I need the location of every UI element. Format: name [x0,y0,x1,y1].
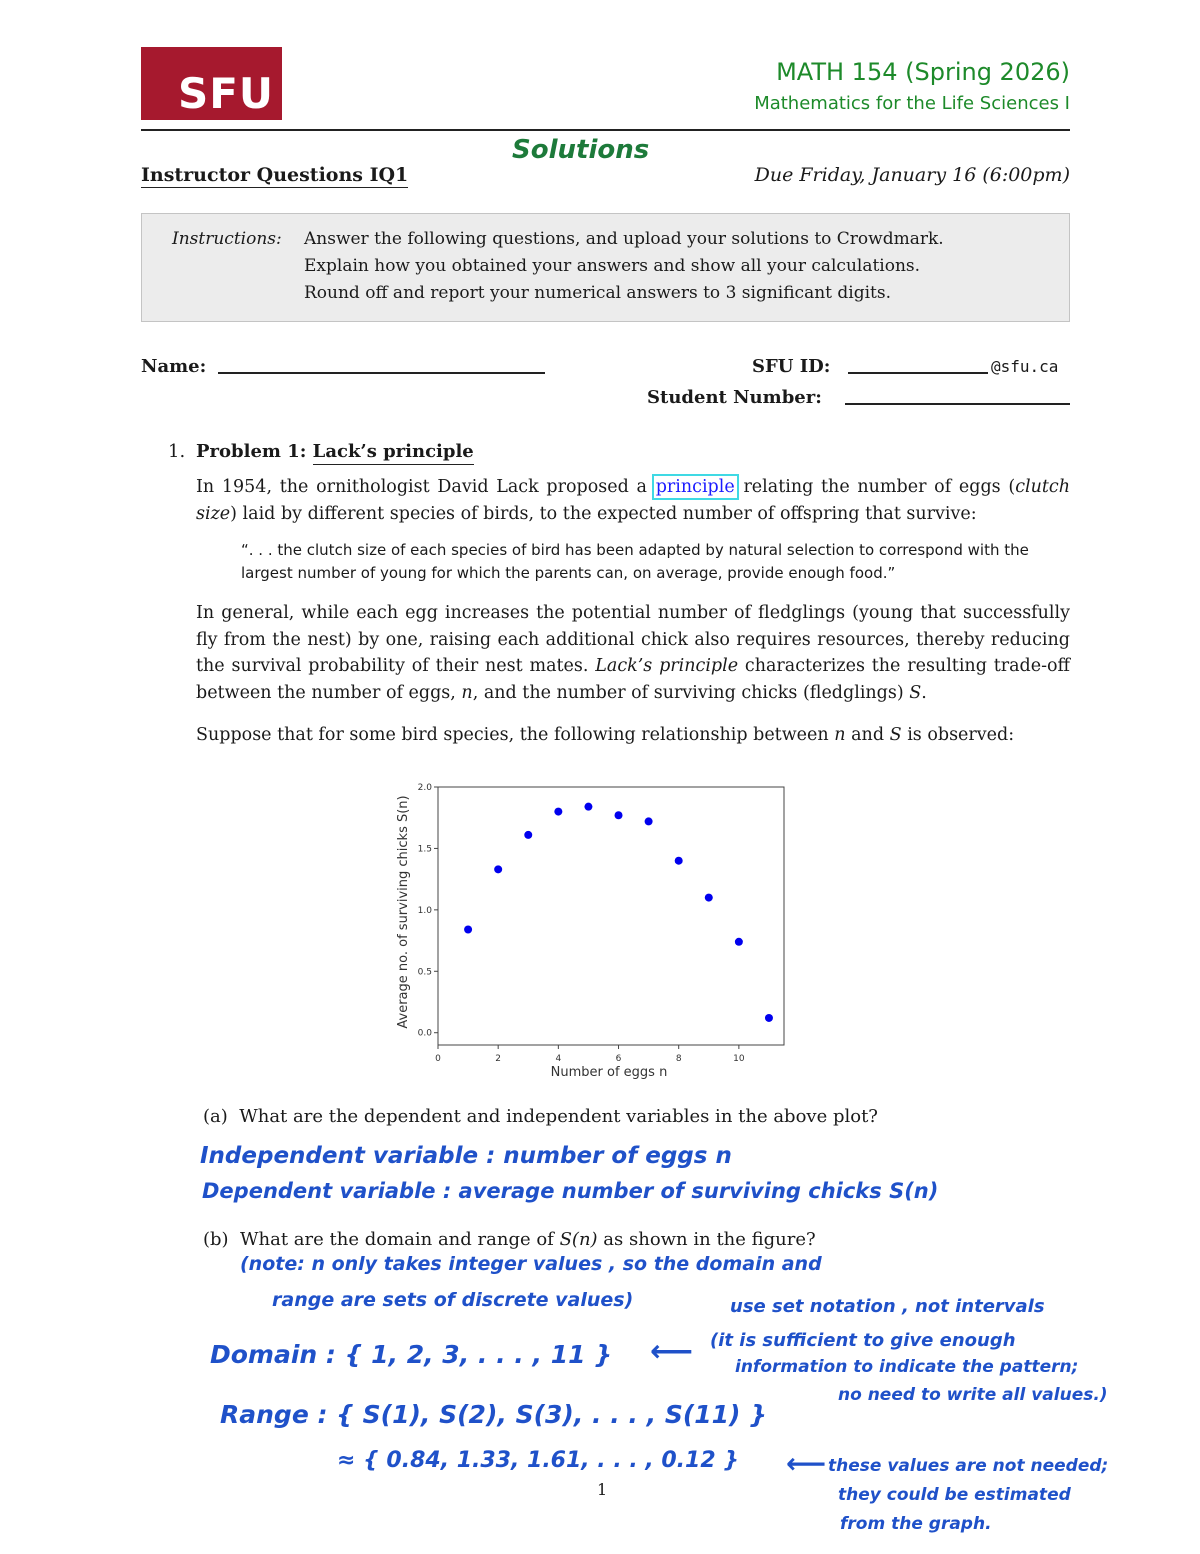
intro-italic: clutch size [196,477,1070,524]
instructions-label: Instructions: [172,229,282,249]
handwritten-side-note: information to indicate the pattern; [735,1357,1079,1377]
lack-quote: “. . . the clutch size of each species of bird has been adapted by natural selection to correspond with the largest number of young for which the parents can, on average, provide enough food.” [241,541,1029,582]
math-s: S [889,725,902,745]
intro-text: relating the number of eggs ( [743,477,1016,497]
data-point [705,894,713,902]
sfu-logo [141,47,282,120]
math-sn: S(n) [559,1229,598,1250]
math-s: S [909,682,922,703]
x-tick-label: 0 [435,1054,441,1064]
student-number-label: Student Number: [647,387,822,408]
data-point [765,1014,773,1022]
y-tick-label: 2.0 [417,783,432,793]
general-italic: Lack’s principle [595,656,739,676]
handwritten-side-note: these values are not needed; [828,1456,1109,1476]
principle-link[interactable]: principle [655,477,735,497]
math-n: n [461,682,473,703]
instruction-line: Answer the following questions, and upload your solutions to Crowdmark. [304,229,944,249]
x-tick-label: 10 [733,1054,745,1064]
part-b-text: as shown in the figure? [603,1229,816,1250]
intro-text: In 1954, the ornithologist David Lack proposed a [196,477,647,497]
handwritten-side-note: (it is sufficient to give enough [710,1330,1016,1351]
problem-name: Lack’s principle [313,441,474,465]
part-a-label: (a) [203,1106,228,1127]
handwritten-range: Range : { S(1), S(2), S(3), . . . , S(11) } [220,1400,767,1429]
general-text: In general, while each egg increases the potential number of fledglings (young that successfully fly from the nest) by one, raising each additional chick also requires resources, thereby reducing the survival probability of their nest mates. [196,603,1070,676]
data-point [494,865,502,873]
name-field[interactable] [218,372,545,374]
handwritten-side-note: no need to write all values.) [838,1385,1108,1405]
data-point [735,938,743,946]
data-point [464,926,472,934]
problem-number: 1. [168,441,186,462]
data-point [554,808,562,816]
data-point [584,803,592,811]
course-title: MATH 154 (Spring 2026) [776,58,1070,86]
handwritten-answer-dependent: Dependent variable : average number of surviving chicks S(n) [202,1179,939,1203]
part-a-text: What are the dependent and independent variables in the above plot? [239,1106,878,1127]
problem-prefix: Problem 1: [196,441,307,462]
general-paragraph [196,600,1070,706]
intro-text: ) laid by different species of birds, to the expected number of offspring that survive: [230,503,977,524]
handwritten-side-note: from the graph. [840,1514,992,1534]
sfu-id-field[interactable] [848,372,988,374]
handwritten-range-approx: ≈ { 0.84, 1.33, 1.61, . . . , 0.12 } [337,1448,739,1473]
assignment-title: Instructor Questions IQ1 [141,164,409,186]
handwritten-answer-independent: Independent variable : number of eggs n [200,1143,732,1169]
x-tick-label: 4 [555,1054,562,1064]
general-text: characterizes the resulting trade-off between the number of eggs, [196,656,1070,703]
page-number: 1 [597,1480,608,1499]
y-axis-label: Average no. of surviving chicks S(n) [396,795,411,1029]
y-tick-label: 1.0 [417,905,432,916]
suppose-text: Suppose that for some bird species, the following relationship between [196,725,829,745]
data-point [524,831,532,839]
x-axis-label: Number of eggs n [550,1065,668,1080]
sfu-id-suffix: @sfu.ca [991,357,1059,376]
data-point [675,857,683,865]
suppose-text: is observed: [907,725,1015,745]
data-point [615,811,623,819]
suppose-paragraph [196,722,1070,749]
x-tick-label: 8 [675,1054,682,1064]
solutions-stamp: Solutions [512,135,650,165]
y-tick-label: 0.0 [417,1028,432,1039]
y-tick-label: 1.5 [417,844,432,855]
arrow-icon: ⟵ [650,1334,694,1369]
handwritten-domain: Domain : { 1, 2, 3, . . . , 11 } [210,1340,613,1369]
suppose-text: and [851,725,885,745]
handwritten-note: range are sets of discrete values) [272,1289,634,1311]
x-tick-label: 2 [495,1054,502,1064]
student-number-field[interactable] [845,403,1070,405]
part-b-label: (b) [203,1229,229,1250]
part-a-question [203,1106,878,1127]
data-point [645,817,653,825]
header-rule [141,129,1070,131]
name-label: Name: [141,356,207,377]
math-n: n [834,725,846,745]
due-date: Due Friday, January 16 (6:00pm) [754,164,1070,186]
handwritten-side-note: use set notation , not intervals [730,1296,1045,1317]
part-b-text: What are the domain and range of [240,1229,554,1250]
arrow-icon: ⟵ [786,1447,827,1480]
logo-text: SFU [177,69,274,118]
handwritten-side-note: they could be estimated [838,1485,1071,1505]
instruction-line: Explain how you obtained your answers and show all your calculations. [304,256,921,276]
y-tick-label: 0.5 [417,967,432,978]
handwritten-note: (note: n only takes integer values , so the domain and [240,1253,822,1275]
general-text: . [921,682,927,703]
part-b-question [203,1229,816,1250]
intro-paragraph [196,474,1070,527]
x-tick-label: 6 [615,1054,622,1064]
sfu-id-label: SFU ID: [752,356,831,377]
general-text: , and the number of surviving chicks (fledglings) [472,682,904,703]
plot-frame [438,787,784,1045]
scatter-chart [380,770,800,1090]
problem-title [196,441,474,462]
instruction-line: Round off and report your numerical answers to 3 significant digits. [304,283,891,303]
course-subtitle: Mathematics for the Life Sciences I [754,93,1070,114]
